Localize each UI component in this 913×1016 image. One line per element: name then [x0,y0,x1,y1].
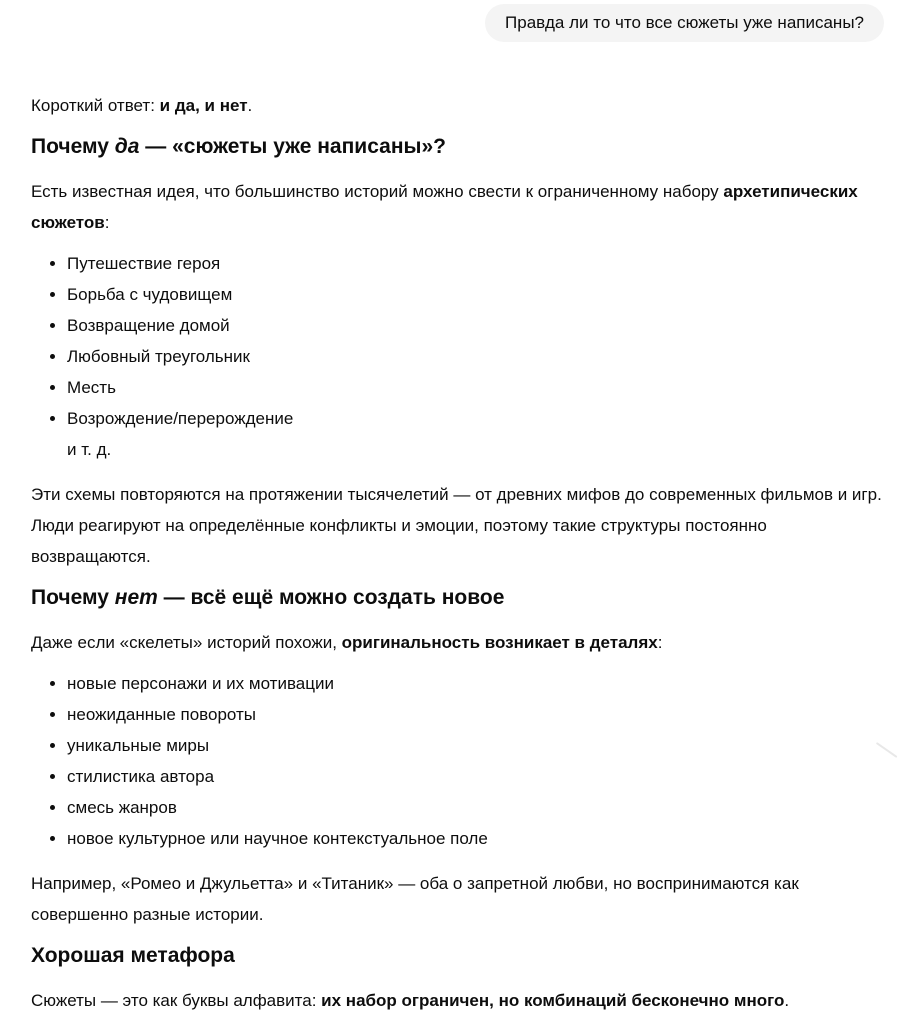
list-item: • уникальные миры [67,730,884,761]
list-note: и т. д. [67,440,112,459]
text-segment: : [104,213,110,232]
section-heading-metaphor: Хорошая метафора [31,944,235,967]
italic-text: да [114,135,140,158]
user-message-row [31,4,884,42]
bold-text: архетипических сюжетов [31,182,858,232]
section-outro-paragraph: Эти схемы повторяются на протяжении тысячелетий — от древних мифов до современных фильмов и игр. Люди реагируют на определённые конфликты и эмоции, поэтому такие структуры постоянно возвращаются. [31,485,882,566]
section-outro-paragraph: Например, «Ромео и Джульетта» и «Титаник» — оба о запретной любви, но воспринимаются как совершенно разные истории. [31,874,799,924]
text-segment: Даже если «скелеты» историй похожи, [31,633,342,652]
text-segment: Почему [31,135,115,158]
list-item [67,403,884,465]
text-segment: : [657,633,663,652]
list-item: • Месть [67,372,884,403]
section-heading-why-yes [31,136,884,158]
text-segment: — «сюжеты уже написаны»? [139,135,446,158]
archetype-plots-list [31,248,884,465]
user-message-text: Правда ли то что все сюжеты уже написаны? [505,13,864,32]
originality-details-list [31,668,884,854]
list-item: • Любовный треугольник [67,341,884,372]
list-item: • смесь жанров [67,792,884,823]
section-lead-paragraph [31,985,884,1016]
user-message-bubble [485,4,884,42]
text-segment: — всё ещё можно создать новое [157,586,505,609]
text-segment: Возрождение/перерождение [67,409,294,428]
list-item: • Возвращение домой [67,310,884,341]
list-item: • новые персонажи и их мотивации [67,668,884,699]
bold-text: их набор ограничен, но комбинаций бесконечно много [321,991,785,1010]
text-segment: . [247,96,253,115]
section-heading-why-no [31,587,884,609]
bold-text: и да, и нет [159,96,248,115]
text-segment: Почему [31,586,115,609]
text-segment: Сюжеты — это как буквы алфавита: [31,991,322,1010]
list-item: • стилистика автора [67,761,884,792]
list-item: • неожиданные повороты [67,699,884,730]
bold-text: оригинальность возникает в деталях [341,633,658,652]
assistant-message [31,90,884,1016]
intro-paragraph [31,90,884,121]
list-item: • новое культурное или научное контекстуальное поле [67,823,884,854]
list-item: • Путешествие героя [67,248,884,279]
text-segment: Короткий ответ: [31,96,160,115]
text-segment: Есть известная идея, что большинство историй можно свести к ограниченному набору [31,182,724,201]
list-item: • Борьба с чудовищем [67,279,884,310]
italic-text: нет [114,586,158,609]
section-lead-paragraph [31,627,884,658]
section-lead-paragraph [31,176,884,238]
text-segment: . [784,991,790,1010]
